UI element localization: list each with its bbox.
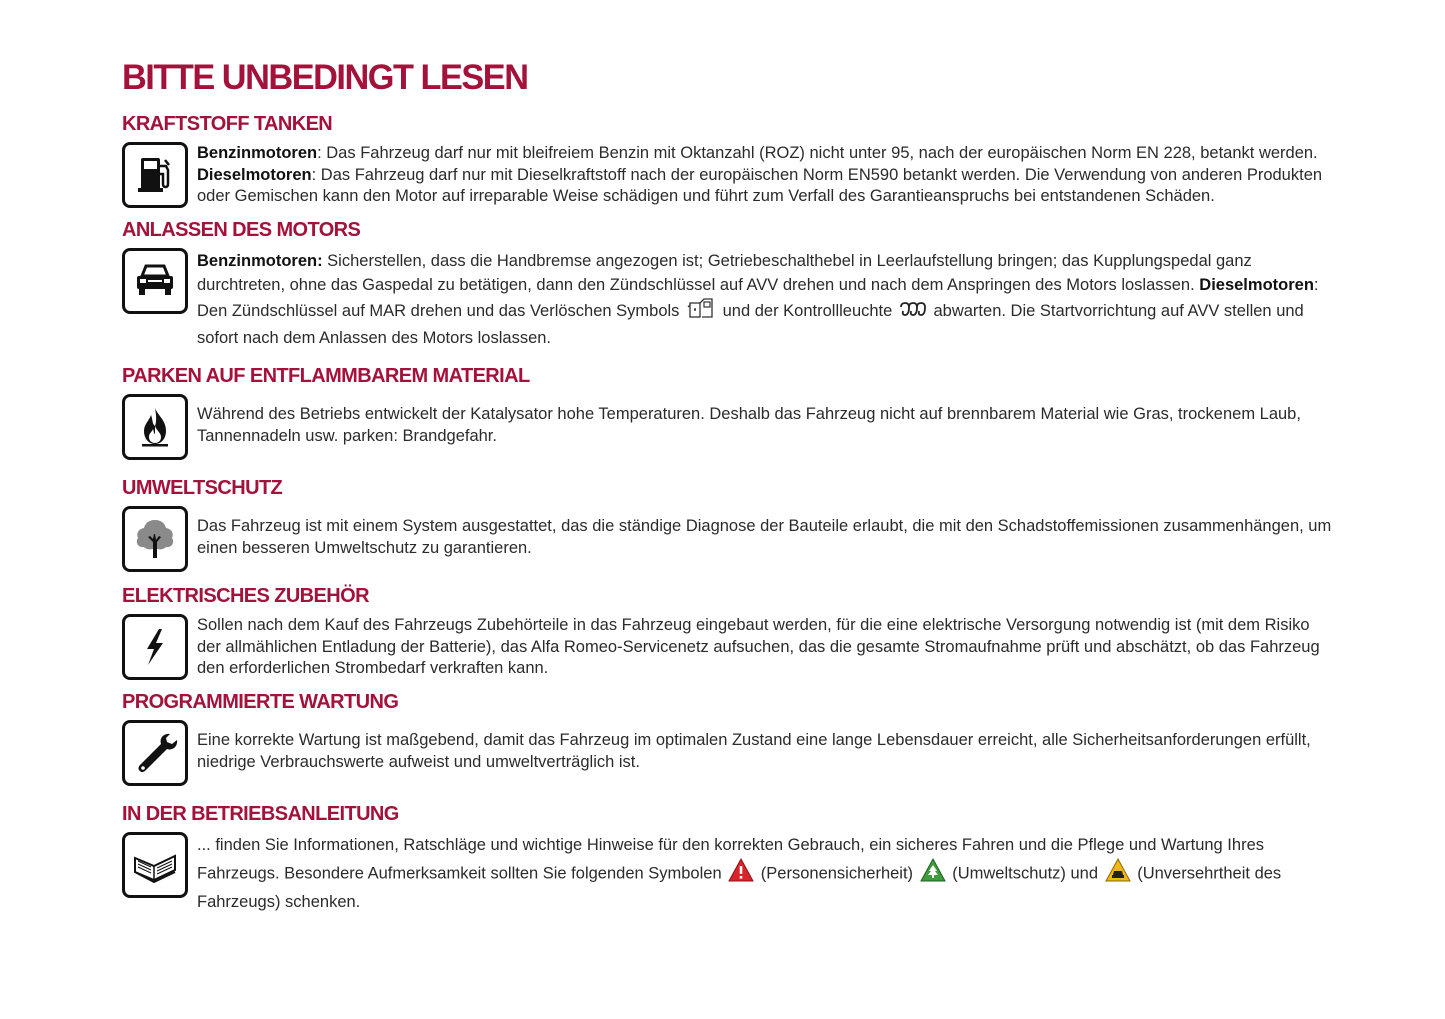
fuel-pump-icon: [122, 142, 188, 208]
section-fuel: [122, 112, 1337, 208]
manual-text-2: (Personensicherheit): [756, 864, 918, 883]
warning-triangle-icon: [728, 858, 754, 890]
glow-plug-icon: [899, 300, 927, 324]
fuel-petrol-text: : Das Fahrzeug darf nur mit bleifreiem Benzin mit Oktanzahl (ROZ) nicht unter 95, nach der europäischen Norm EN 228, betankt werden.: [317, 144, 1318, 162]
manual-text: [197, 832, 1337, 915]
start-petrol-text: Sicherstellen, dass die Handbremse angezogen ist; Getriebeschalthebel in Leerlaufstellung bringen; das Kupplungspedal ganz durchtreten, ohne das Gaspedal zu betätigen, dann den Zündschlüssel auf AVV drehen und nach dem Anspringen des Motors loslassen.: [197, 252, 1252, 294]
water-in-fuel-icon: [686, 297, 716, 326]
section-title-environment: UMWELTSCHUTZ: [122, 477, 283, 499]
section-parking: [122, 364, 1337, 460]
environment-triangle-icon: [920, 858, 946, 890]
section-title-fuel: KRAFTSTOFF TANKEN: [122, 113, 333, 135]
section-title-manual: IN DER BETRIEBSANLEITUNG: [122, 803, 399, 825]
section-title-parking: PARKEN AUF ENTFLAMMBAREM MATERIAL: [122, 365, 530, 387]
tree-icon: [122, 506, 188, 572]
start-text: [197, 248, 1337, 350]
section-start: [122, 218, 1337, 350]
section-maintenance: [122, 690, 1337, 786]
parking-text: Während des Betriebs entwickelt der Katalysator hohe Temperaturen. Deshalb das Fahrzeug nicht auf brennbarem Material wie Gras, trockenem Laub, Tannennadeln usw. parken: Brandgefahr.: [197, 405, 1301, 445]
manual-text-4: (Unversehrtheit des Fahrzeugs) schenken.: [197, 864, 1282, 911]
page-title: BITTE UNBEDINGT LESEN: [122, 58, 528, 97]
fuel-diesel-label: Dieselmotoren: [197, 165, 312, 184]
section-electrical: [122, 584, 1337, 680]
start-diesel-text-3: abwarten. Die Startvorrichtung auf AVV stellen und sofort nach dem Anlassen des Motors loslassen.: [197, 301, 1304, 347]
lightning-icon: [122, 614, 188, 680]
maintenance-text: Eine korrekte Wartung ist maßgebend, damit das Fahrzeug im optimalen Zustand eine lange Lebensdauer erreicht, alle Sicherheitsanforderungen erfüllt, niedrige Verbrauchswerte aufweist und umweltverträglich ist.: [197, 731, 1311, 771]
section-title-start: ANLASSEN DES MOTORS: [122, 219, 361, 241]
page: [122, 58, 1337, 925]
vehicle-care-triangle-icon: [1105, 858, 1131, 890]
flame-icon: [122, 394, 188, 460]
section-environment: [122, 476, 1337, 572]
fuel-diesel-text: : Das Fahrzeug darf nur mit Dieselkraftstoff nach der europäischen Norm EN590 betankt werden. Die Verwendung von anderen Produkten oder Gemischen kann den Motor auf irreparable Weise schädigen und führt zum Verfall des Garantieanspruchs bei entstandenen Schäden.: [197, 165, 1323, 205]
environment-text: Das Fahrzeug ist mit einem System ausgestattet, das die ständige Diagnose der Bauteile erlaubt, die mit den Schadstoffemissionen zusammenhängen, um einen besseren Umweltschutz zu garantieren.: [197, 517, 1332, 557]
section-title-maintenance: PROGRAMMIERTE WARTUNG: [122, 691, 399, 713]
fuel-petrol-label: Benzinmotoren: [197, 144, 318, 162]
electrical-text: Sollen nach dem Kauf des Fahrzeugs Zubehörteile in das Fahrzeug eingebaut werden, für die eine elektrische Versorgung notwendig ist (mit dem Risiko der allmählichen Entladung der Batterie), das Alfa Romeo-Servicenetz aufsuchen, das die gesamte Stromaufnahme prüft und abschätzt, ob das Fahrzeug den erforderlichen Strombedarf verkraften kann.: [197, 616, 1320, 677]
section-manual: [122, 802, 1337, 915]
start-diesel-label: Dieselmotoren: [1199, 276, 1314, 294]
manual-text-1: ... finden Sie Informationen, Ratschläge und wichtige Hinweise für den korrekten Gebrauch, ein sicheres Fahren und die Pflege und Wartung Ihres Fahrzeugs. Besondere Aufmerksamkeit sollten Sie folgenden Symbolen: [197, 836, 1264, 883]
start-diesel-text-1: : Den Zündschlüssel auf MAR drehen und das Verlöschen Symbols: [197, 276, 1319, 320]
manual-text-3: (Umweltschutz) und: [947, 864, 1103, 883]
fuel-text: [197, 142, 1337, 208]
start-diesel-text-2: und der Kontrollleuchte: [718, 301, 897, 320]
start-petrol-label: Benzinmotoren:: [197, 252, 323, 270]
open-book-icon: [122, 832, 188, 898]
car-front-icon: [122, 248, 188, 314]
section-title-electrical: ELEKTRISCHES ZUBEHÖR: [122, 585, 369, 607]
wrench-icon: [122, 720, 188, 786]
